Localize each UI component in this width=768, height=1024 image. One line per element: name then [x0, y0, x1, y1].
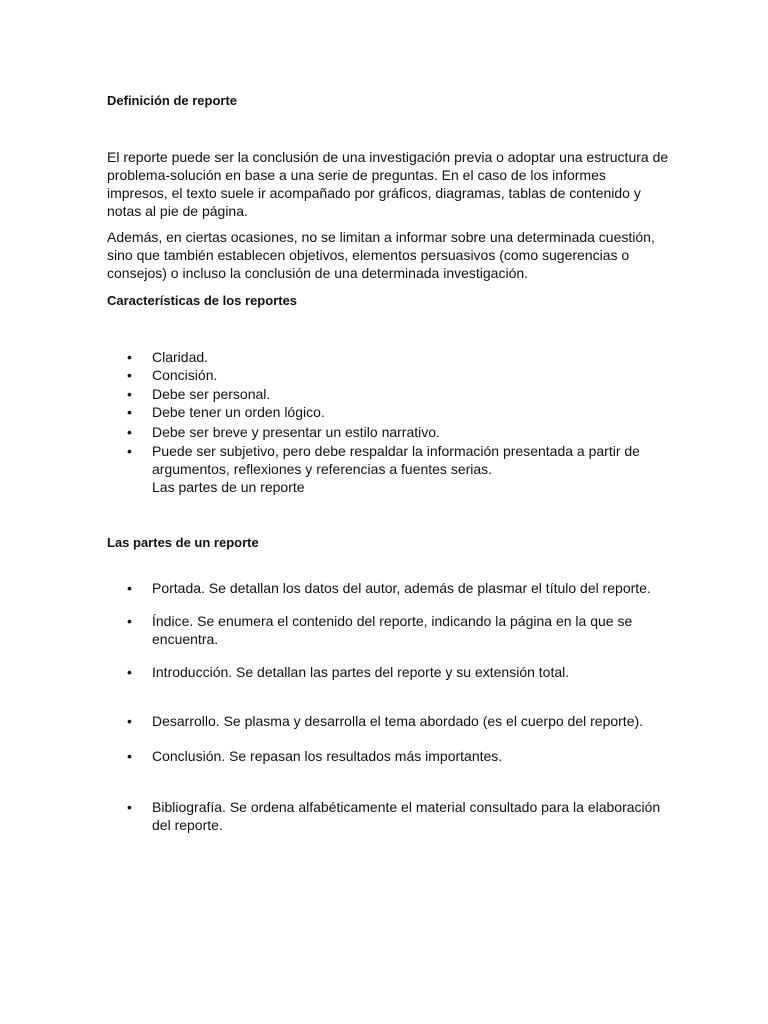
paragraph-line: notas al pie de página.: [107, 203, 248, 219]
heading-caracteristicas: Características de los reportes: [107, 293, 298, 308]
paragraph-line: impresos, el texto suele ir acompañado por gráficos, diagramas, tablas de contenido y: [107, 185, 641, 201]
list-item-text: Portada. Se detallan los datos del autor, además de plasmar el título del reporte.: [152, 580, 651, 596]
bullet-glyph: •: [127, 799, 132, 815]
paragraph-definicion: [107, 148, 667, 220]
bullet-glyph: •: [127, 367, 132, 383]
bullet-glyph: •: [127, 613, 132, 629]
bullet-glyph: •: [127, 748, 132, 764]
list-item-text: Debe ser personal.: [152, 386, 271, 402]
list-item-text: del reporte.: [152, 817, 223, 833]
list-item-text: encuentra.: [152, 631, 219, 647]
paragraph-line: problema-solución en base a una serie de preguntas. En el caso de los informes: [107, 167, 606, 183]
bullet-glyph: •: [127, 713, 132, 729]
list-item-text: Bibliografía. Se ordena alfabéticamente el material consultado para la elaboración: [152, 799, 661, 815]
paragraph-line: sino que también establecen objetivos, elementos persuasivos (como sugerencias o: [107, 247, 630, 263]
list-item-text: Las partes de un reporte: [152, 479, 305, 495]
paragraph-line: El reporte puede ser la conclusión de una investigación previa o adoptar una estructura de: [107, 149, 669, 165]
list-item-text: Introducción. Se detallan las partes del reporte y su extensión total.: [152, 664, 570, 680]
bullet-glyph: •: [127, 404, 132, 420]
heading-definicion: Definición de reporte: [107, 93, 238, 108]
list-item-text: Debe tener un orden lógico.: [152, 404, 325, 420]
paragraph-line: consejos) o incluso la conclusión de una determinada investigación.: [107, 265, 529, 281]
bullet-glyph: •: [127, 424, 132, 440]
paragraph-ademas: [107, 228, 667, 282]
bullet-glyph: •: [127, 664, 132, 680]
list-item-text: Puede ser subjetivo, pero debe respaldar la información presentada a partir de: [152, 443, 640, 459]
list-item-text: Debe ser breve y presentar un estilo narrativo.: [152, 424, 440, 440]
bullet-glyph: •: [127, 580, 132, 596]
bullet-glyph: •: [127, 443, 132, 459]
paragraph-line: Además, en ciertas ocasiones, no se limitan a informar sobre una determinada cuestión,: [107, 229, 655, 245]
list-item-text: argumentos, reflexiones y referencias a fuentes serias.: [152, 461, 493, 477]
list-item-text: Conclusión. Se repasan los resultados más importantes.: [152, 748, 503, 764]
list-item-text: Concisión.: [152, 367, 218, 383]
list-item-text: Índice. Se enumera el contenido del reporte, indicando la página en la que se: [152, 613, 633, 629]
bullet-glyph: •: [127, 386, 132, 402]
heading-partes: Las partes de un reporte: [107, 535, 259, 550]
list-item-text: Desarrollo. Se plasma y desarrolla el tema abordado (es el cuerpo del reporte).: [152, 713, 644, 729]
list-item-text: Claridad.: [152, 349, 209, 365]
bullet-glyph: •: [127, 349, 132, 365]
